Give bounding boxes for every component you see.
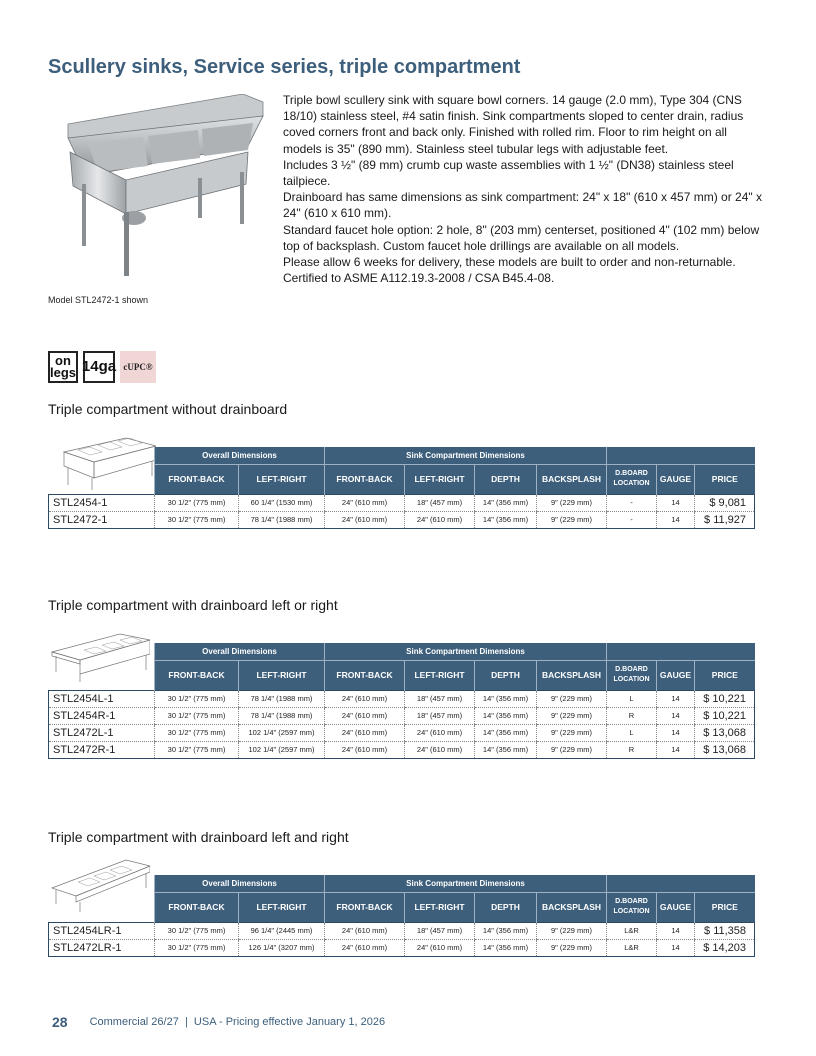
- cell-dboard: R: [607, 707, 657, 724]
- cell-depth: 14" (356 mm): [475, 922, 537, 939]
- col-gauge: GAUGE: [657, 660, 695, 690]
- cell-left-right: 102 1/4" (2597 mm): [239, 724, 325, 741]
- col-dboard-line1: D.BOARD: [615, 898, 648, 905]
- col-backsplash: BACKSPLASH: [537, 660, 607, 690]
- col-backsplash: BACKSPLASH: [537, 464, 607, 494]
- cell-price: $ 14,203: [695, 939, 755, 956]
- cell-sink-left-right: 24" (610 mm): [405, 741, 475, 758]
- section-title-drainboard-left-or-right: Triple compartment with drainboard left or right: [48, 597, 338, 613]
- cell-backsplash: 9" (229 mm): [537, 690, 607, 707]
- cell-left-right: 78 1/4" (1988 mm): [239, 511, 325, 528]
- cell-depth: 14" (356 mm): [475, 494, 537, 511]
- on-legs-badge-line2: legs: [50, 365, 77, 380]
- section-title-no-drainboard: Triple compartment without drainboard: [48, 401, 288, 417]
- footer-text: Commercial 26/27 | USA - Pricing effective January 1, 2026: [89, 1016, 386, 1028]
- description-paragraph: Please allow 6 weeks for delivery, these models are built to order and non-returnable.: [283, 255, 736, 270]
- col-price: PRICE: [695, 892, 755, 922]
- col-sink-left-right: LEFT-RIGHT: [405, 660, 475, 690]
- cell-gauge: 14: [657, 939, 695, 956]
- col-front-back: FRONT-BACK: [155, 892, 239, 922]
- col-gauge: GAUGE: [657, 892, 695, 922]
- cell-sink-left-right: 18" (457 mm): [405, 690, 475, 707]
- cell-front-back: 30 1/2" (775 mm): [155, 511, 239, 528]
- on-legs-badge: [48, 351, 78, 383]
- section-title-drainboard-left-and-right: Triple compartment with drainboard left and right: [48, 829, 349, 845]
- page-number: 28: [52, 1014, 68, 1030]
- col-left-right: LEFT-RIGHT: [239, 660, 325, 690]
- col-depth: DEPTH: [475, 892, 537, 922]
- cell-backsplash: 9" (229 mm): [537, 511, 607, 528]
- cell-sink-left-right: 24" (610 mm): [405, 511, 475, 528]
- cell-backsplash: 9" (229 mm): [537, 494, 607, 511]
- group-header-sink: Sink Compartment Dimensions: [325, 875, 607, 892]
- cell-sink-front-back: 24" (610 mm): [325, 690, 405, 707]
- cell-backsplash: 9" (229 mm): [537, 939, 607, 956]
- cell-price: $ 9,081: [695, 494, 755, 511]
- image-caption: Model STL2472-1 shown: [48, 295, 149, 305]
- page-title: Scullery sinks, Service series, triple compartment: [48, 56, 521, 78]
- cell-left-right: 78 1/4" (1988 mm): [239, 690, 325, 707]
- cell-price: $ 13,068: [695, 724, 755, 741]
- col-sink-front-back: FRONT-BACK: [325, 660, 405, 690]
- cell-gauge: 14: [657, 707, 695, 724]
- cell-depth: 14" (356 mm): [475, 724, 537, 741]
- certification-badges: [48, 350, 156, 384]
- group-header-overall: Overall Dimensions: [155, 643, 325, 660]
- cell-sink-front-back: 24" (610 mm): [325, 939, 405, 956]
- cell-model: STL2472LR-1: [49, 939, 155, 956]
- cell-price: $ 11,927: [695, 511, 755, 528]
- col-front-back: FRONT-BACK: [155, 464, 239, 494]
- col-dboard-line2: LOCATION: [613, 480, 650, 487]
- cell-model: STL2454L-1: [49, 690, 155, 707]
- col-dboard-location: [607, 892, 657, 922]
- description-paragraph: Standard faucet hole option: 2 hole, 8" (203 mm) centerset, positioned 4" (102 mm) below top of backsplash. Custom faucet hole drillings are available on all models.: [283, 222, 760, 253]
- group-header-overall: Overall Dimensions: [155, 447, 325, 464]
- cell-sink-front-back: 24" (610 mm): [325, 511, 405, 528]
- sink-product-image: [48, 94, 268, 284]
- spec-table-no-drainboard: [48, 447, 755, 529]
- cell-dboard: L&R: [607, 939, 657, 956]
- table-row: [49, 939, 755, 956]
- cell-backsplash: 9" (229 mm): [537, 922, 607, 939]
- cell-model: STL2454LR-1: [49, 922, 155, 939]
- col-depth: DEPTH: [475, 660, 537, 690]
- cell-sink-left-right: 18" (457 mm): [405, 494, 475, 511]
- cell-backsplash: 9" (229 mm): [537, 741, 607, 758]
- page-footer: [52, 1014, 385, 1030]
- table-row: [49, 511, 755, 528]
- col-sink-left-right: LEFT-RIGHT: [405, 464, 475, 494]
- col-sink-left-right: LEFT-RIGHT: [405, 892, 475, 922]
- cell-left-right: 102 1/4" (2597 mm): [239, 741, 325, 758]
- col-dboard-location: [607, 660, 657, 690]
- cell-sink-left-right: 18" (457 mm): [405, 922, 475, 939]
- gauge-badge: 14ga: [83, 351, 115, 383]
- cell-gauge: 14: [657, 724, 695, 741]
- cell-sink-front-back: 24" (610 mm): [325, 707, 405, 724]
- cell-left-right: 78 1/4" (1988 mm): [239, 707, 325, 724]
- cell-depth: 14" (356 mm): [475, 707, 537, 724]
- table-row: [49, 690, 755, 707]
- table-row: [49, 724, 755, 741]
- cell-front-back: 30 1/2" (775 mm): [155, 494, 239, 511]
- cell-model: STL2472L-1: [49, 724, 155, 741]
- cell-model: STL2472-1: [49, 511, 155, 528]
- col-depth: DEPTH: [475, 464, 537, 494]
- cell-dboard: -: [607, 511, 657, 528]
- col-dboard-line2: LOCATION: [613, 676, 650, 683]
- cell-sink-left-right: 18" (457 mm): [405, 707, 475, 724]
- cell-price: $ 13,068: [695, 741, 755, 758]
- cell-sink-front-back: 24" (610 mm): [325, 741, 405, 758]
- product-description: [283, 92, 763, 286]
- upc-certification-badge: cUPC®: [120, 351, 156, 383]
- col-price: PRICE: [695, 464, 755, 494]
- cell-depth: 14" (356 mm): [475, 690, 537, 707]
- cell-dboard: L&R: [607, 922, 657, 939]
- cell-front-back: 30 1/2" (775 mm): [155, 939, 239, 956]
- cell-backsplash: 9" (229 mm): [537, 707, 607, 724]
- cell-front-back: 30 1/2" (775 mm): [155, 707, 239, 724]
- col-gauge: GAUGE: [657, 464, 695, 494]
- cell-sink-front-back: 24" (610 mm): [325, 494, 405, 511]
- col-backsplash: BACKSPLASH: [537, 892, 607, 922]
- on-legs-badge-line1: on: [55, 353, 71, 368]
- col-sink-front-back: FRONT-BACK: [325, 892, 405, 922]
- cell-sink-front-back: 24" (610 mm): [325, 724, 405, 741]
- table-row: [49, 707, 755, 724]
- col-dboard-location: [607, 464, 657, 494]
- cell-price: $ 11,358: [695, 922, 755, 939]
- cell-model: STL2454-1: [49, 494, 155, 511]
- col-left-right: LEFT-RIGHT: [239, 892, 325, 922]
- col-dboard-line2: LOCATION: [613, 908, 650, 915]
- cell-front-back: 30 1/2" (775 mm): [155, 724, 239, 741]
- spec-table-drainboard-left-or-right: [48, 643, 755, 759]
- cell-dboard: L: [607, 724, 657, 741]
- table-row: [49, 741, 755, 758]
- cell-gauge: 14: [657, 690, 695, 707]
- col-left-right: LEFT-RIGHT: [239, 464, 325, 494]
- cell-depth: 14" (356 mm): [475, 741, 537, 758]
- cell-gauge: 14: [657, 494, 695, 511]
- spec-table-drainboard-left-and-right: [48, 875, 755, 957]
- table-row: [49, 922, 755, 939]
- cell-left-right: 96 1/4" (2445 mm): [239, 922, 325, 939]
- description-paragraph: Certified to ASME A112.19.3-2008 / CSA B45.4-08.: [283, 271, 555, 286]
- description-paragraph: Includes 3 ½" (89 mm) crumb cup waste assemblies with 1 ½" (DN38) stainless steel tailpiece.: [283, 157, 734, 189]
- description-paragraph: Triple bowl scullery sink with square bowl corners. 14 gauge (2.0 mm), Type 304 (CNS 18/10) stainless steel, #4 satin finish. Sink compartments sloped to center drain, radius coved corners front and back only. Finished with rolled rim. Floor to rim height on all models is 35" (890 mm). Stainless steel tubular legs with adjustable feet.: [283, 93, 744, 156]
- cell-front-back: 30 1/2" (775 mm): [155, 690, 239, 707]
- cell-sink-left-right: 24" (610 mm): [405, 939, 475, 956]
- cell-backsplash: 9" (229 mm): [537, 724, 607, 741]
- cell-model: STL2454R-1: [49, 707, 155, 724]
- cell-dboard: R: [607, 741, 657, 758]
- cell-left-right: 60 1/4" (1530 mm): [239, 494, 325, 511]
- col-front-back: FRONT-BACK: [155, 660, 239, 690]
- cell-price: $ 10,221: [695, 690, 755, 707]
- group-header-sink: Sink Compartment Dimensions: [325, 447, 607, 464]
- cell-depth: 14" (356 mm): [475, 511, 537, 528]
- cell-front-back: 30 1/2" (775 mm): [155, 922, 239, 939]
- group-header-overall: Overall Dimensions: [155, 875, 325, 892]
- col-dboard-line1: D.BOARD: [615, 470, 648, 477]
- cell-gauge: 14: [657, 741, 695, 758]
- cell-dboard: L: [607, 690, 657, 707]
- col-dboard-line1: D.BOARD: [615, 666, 648, 673]
- cell-left-right: 126 1/4" (3207 mm): [239, 939, 325, 956]
- cell-gauge: 14: [657, 511, 695, 528]
- cell-model: STL2472R-1: [49, 741, 155, 758]
- cell-dboard: -: [607, 494, 657, 511]
- cell-depth: 14" (356 mm): [475, 939, 537, 956]
- cell-front-back: 30 1/2" (775 mm): [155, 741, 239, 758]
- cell-sink-front-back: 24" (610 mm): [325, 922, 405, 939]
- cell-price: $ 10,221: [695, 707, 755, 724]
- description-paragraph: Drainboard has same dimensions as sink compartment: 24" x 18" (610 x 457 mm) or 24" x 24" (610 x 610 mm).: [283, 190, 762, 221]
- group-header-sink: Sink Compartment Dimensions: [325, 643, 607, 660]
- col-price: PRICE: [695, 660, 755, 690]
- col-sink-front-back: FRONT-BACK: [325, 464, 405, 494]
- cell-sink-left-right: 24" (610 mm): [405, 724, 475, 741]
- cell-gauge: 14: [657, 922, 695, 939]
- table-row: [49, 494, 755, 511]
